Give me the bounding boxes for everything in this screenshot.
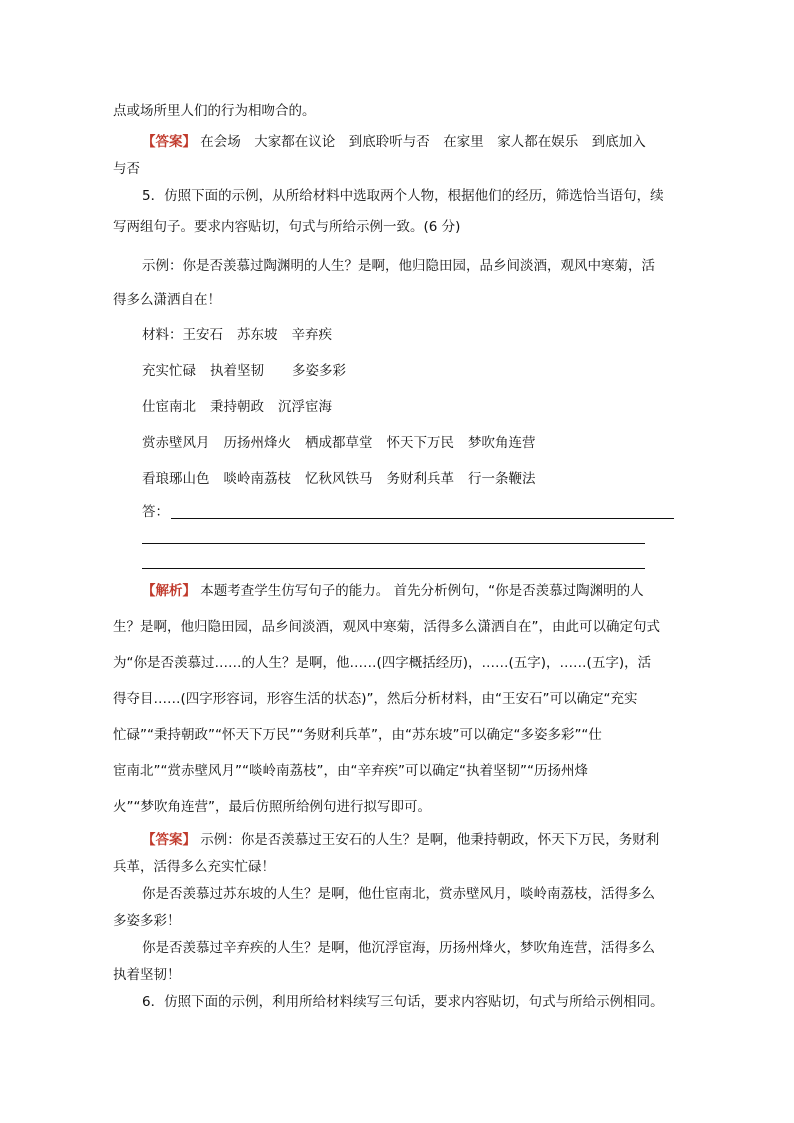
- material-item: 充实忙碌: [142, 363, 196, 379]
- answer-text: 示例：你是否羡慕过王安石的人生？是啊，他秉持朝政，怀天下万民，务财利: [200, 832, 660, 848]
- answer-tag: 【答案】: [142, 832, 196, 848]
- text-line: 点或场所里人们的行为相吻合的。: [113, 103, 316, 119]
- question-6-line: 6．仿照下面的示例，利用所给材料续写三句话，要求内容贴切，句式与所给示例相同。: [142, 994, 664, 1010]
- question-5-line: 写两组句子。要求内容贴切，句式与所给示例一致。(6 分): [113, 219, 461, 235]
- material-item: 怀天下万民: [386, 435, 454, 451]
- answer-blank-line[interactable]: [142, 543, 645, 544]
- answer-line: [142, 133, 646, 151]
- material-item: 看琅琊山色: [142, 471, 210, 487]
- material-item: 秉持朝政: [210, 399, 264, 415]
- material-item: 仕宦南北: [142, 399, 196, 415]
- materials-people: [142, 326, 332, 344]
- materials-row: [142, 434, 536, 452]
- material-item: 栖成都草堂: [305, 435, 373, 451]
- analysis-line: 生？是啊，他归隐田园，品乡间淡酒，观风中寒菊，活得多么潇洒自在”，由此可以确定句式: [113, 619, 660, 635]
- material-item: 执着坚韧: [210, 363, 264, 379]
- material-item: 苏东坡: [237, 327, 278, 343]
- analysis-text: 本题考查学生仿写句子的能力。 首先分析例句，“你是否羡慕过陶渊明的人: [200, 583, 644, 599]
- analysis-line: 宦南北”“赏赤壁风月”“啖岭南荔枝”，由“辛弃疾”可以确定“执着坚韧”“历扬州烽: [113, 763, 588, 779]
- analysis-tag: 【解析】: [142, 583, 196, 599]
- answer-blank-line[interactable]: [171, 518, 674, 519]
- answer-line: 你是否羡慕过苏东坡的人生？是啊，他仕宦南北，赏赤壁风月，啖岭南荔枝，活得多么: [142, 886, 655, 902]
- material-item: 行一条鞭法: [468, 471, 536, 487]
- material-item: 梦吹角连营: [468, 435, 536, 451]
- analysis-line: 忙碌”“秉持朝政”“怀天下万民”“务财利兵革”，由“苏东坡”可以确定“多姿多彩”“仕: [113, 727, 602, 743]
- example-line: 得多么潇洒自在！: [113, 292, 221, 308]
- answer-line: 多姿多彩！: [113, 913, 181, 929]
- material-item: 务财利兵革: [386, 471, 454, 487]
- materials-row: [142, 398, 332, 416]
- answer-tag: 【答案】: [142, 134, 196, 150]
- answer-line: 你是否羡慕过辛弃疾的人生？是啊，他沉浮宦海，历扬州烽火，梦吹角连营，活得多么: [142, 940, 655, 956]
- example-line: 示例：你是否羡慕过陶渊明的人生？是啊，他归隐田园，品乡间淡酒，观风中寒菊，活: [142, 258, 655, 274]
- answer-text: 在会场 大家都在议论 到底聆听与否 在家里 家人都在娱乐 到底加入: [200, 134, 646, 150]
- materials-row: [142, 362, 346, 380]
- analysis-line: 为“你是否羡慕过……的人生？是啊，他……(四字概括经历)，……(五字)，……(五字)，活: [113, 655, 652, 671]
- material-item: 沉浮宦海: [278, 399, 332, 415]
- material-item: 赏赤壁风月: [142, 435, 210, 451]
- answer-line: 兵革，活得多么充实忙碌！: [113, 859, 275, 875]
- material-item: 王安石: [182, 327, 223, 343]
- analysis-line: 得夺目……(四字形容词，形容生活的状态)”，然后分析材料，由“王安石”可以确定“充实: [113, 691, 638, 707]
- answer-line: 执着坚韧！: [113, 967, 181, 983]
- analysis-line: 火”“梦吹角连营”，最后仿照所给例句进行拟写即可。: [113, 799, 431, 815]
- answer-blank-line[interactable]: [142, 568, 645, 569]
- material-label: 材料：: [142, 327, 183, 343]
- analysis-line: [142, 582, 644, 600]
- material-item: 历扬州烽火: [223, 435, 291, 451]
- materials-row: [142, 470, 536, 488]
- answer-line: [142, 831, 659, 849]
- material-item: 多姿多彩: [292, 363, 346, 379]
- answer-label: 答：: [142, 504, 169, 520]
- material-item: 啖岭南荔枝: [223, 471, 291, 487]
- material-item: 忆秋风铁马: [305, 471, 373, 487]
- question-5-line: 5．仿照下面的示例，从所给材料中选取两个人物，根据他们的经历，筛选恰当语句，续: [142, 188, 664, 204]
- material-item: 辛弃疾: [291, 327, 332, 343]
- answer-line: 与否: [113, 161, 140, 177]
